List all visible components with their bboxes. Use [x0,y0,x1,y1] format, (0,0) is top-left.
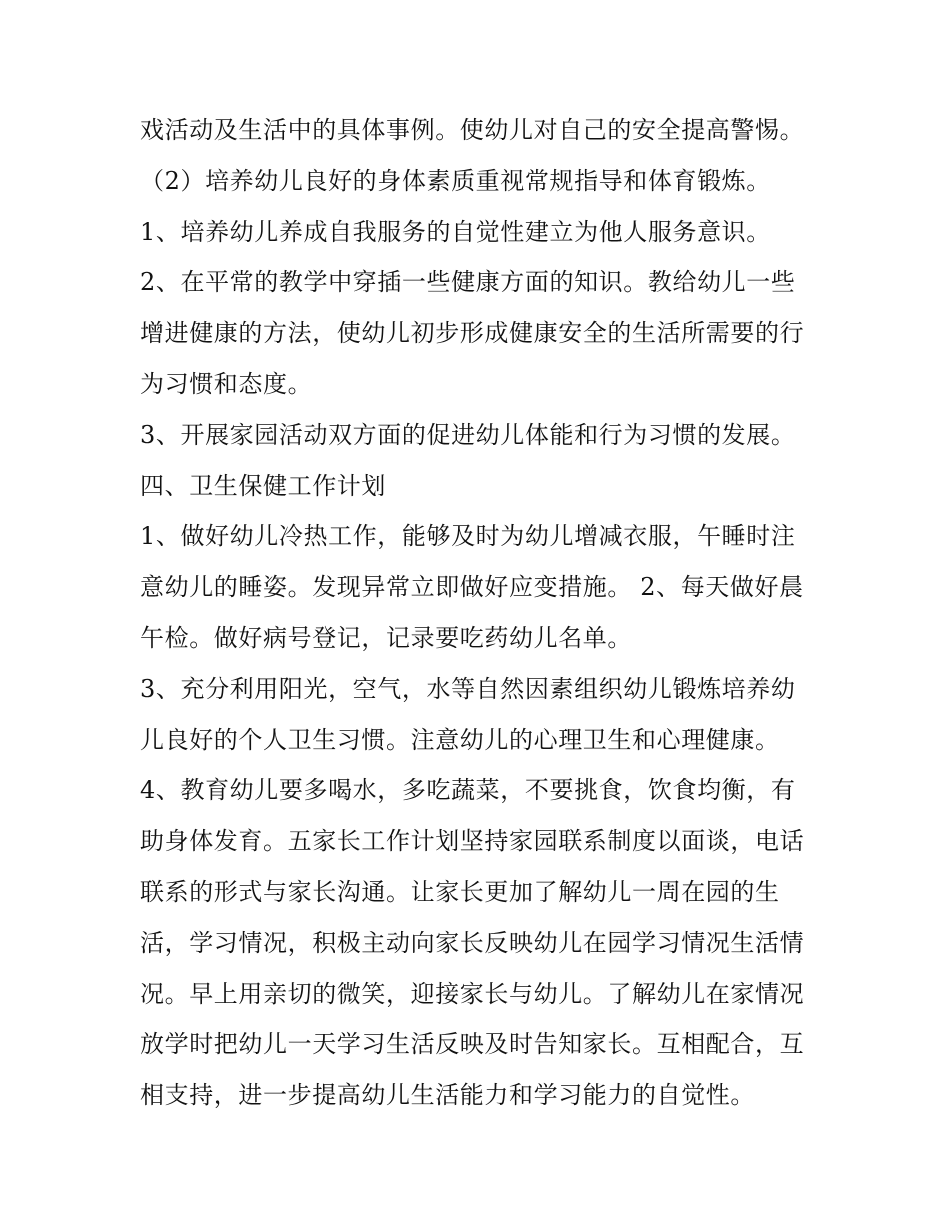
text-line: 联系的形式与家长沟通。让家长更加了解幼儿一周在园的生 [140,877,780,906]
text-line: 戏活动及生活中的具体事例。使幼儿对自己的安全提高警惕。 [140,116,805,144]
section-heading: 四、卫生保健工作计划 [140,471,386,500]
text-line: 4、教育幼儿要多喝水，多吃蔬菜，不要挑食，饮食均衡，有 [140,776,796,805]
text-line: 相支持，进一步提高幼儿生活能力和学习能力的自觉性。 [140,1081,755,1110]
text-line: 况。早上用亲切的微笑，迎接家长与幼儿。了解幼儿在家情况 [140,979,805,1008]
text-line: 1、做好幼儿冷热工作，能够及时为幼儿增减衣服，午睡时注 [140,522,796,551]
text-line: 增进健康的方法，使幼儿初步形成健康安全的生活所需要的行 [140,319,805,348]
text-line: 为习惯和态度。 [140,369,313,398]
text-line: 2、在平常的教学中穿插一些健康方面的知识。教给幼儿一些 [140,268,796,297]
text-line: （2）培养幼儿良好的身体素质重视常规指导和体育锻炼。 [140,166,771,195]
text-line: 儿良好的个人卫生习惯。注意幼儿的心理卫生和心理健康。 [140,725,780,754]
document-body [140,105,820,1121]
text-line: 1、培养幼儿养成自我服务的自觉性建立为他人服务意识。 [140,217,771,246]
text-line: 3、充分利用阳光，空气，水等自然因素组织幼儿锻炼培养幼 [140,674,796,703]
text-line: 意幼儿的睡姿。发现异常立即做好应变措施。 2、每天做好晨 [140,573,804,602]
text-line: 活，学习情况，积极主动向家长反映幼儿在园学习情况生活情 [140,928,805,957]
text-line: 助身体发育。五家长工作计划坚持家园联系制度以面谈，电话 [140,827,805,856]
text-line: 3、开展家园活动双方面的促进幼儿体能和行为习惯的发展。 [140,420,796,449]
text-line: 午检。做好病号登记，记录要吃药幼儿名单。 [140,623,632,652]
text-line: 放学时把幼儿一天学习生活反映及时告知家长。互相配合，互 [140,1030,805,1059]
